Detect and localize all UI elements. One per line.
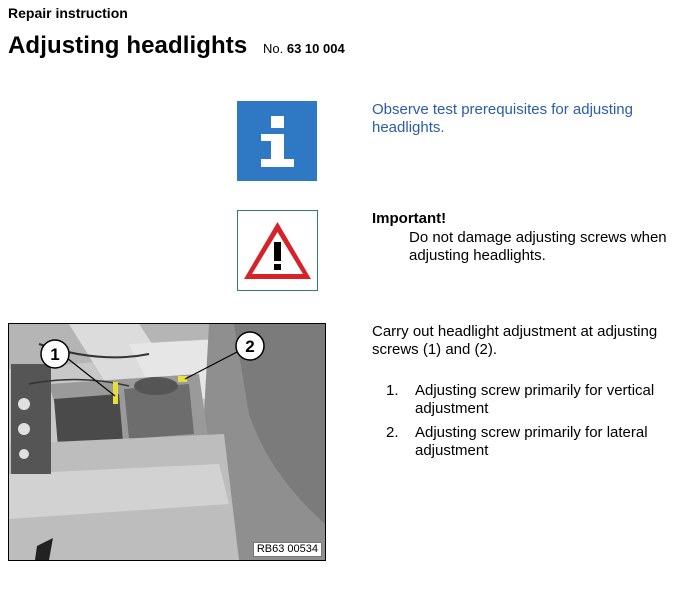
list-item: [372, 382, 692, 418]
callout-label-2: 2: [245, 337, 255, 356]
page-title: Adjusting headlights: [8, 32, 248, 59]
step-text: Adjusting screw primarily for lateral adjustment: [415, 424, 648, 459]
info-icon: [237, 101, 317, 181]
step-number: 1.: [386, 382, 399, 399]
list-item: [372, 424, 692, 460]
important-text: Do not damage adjusting screws when adjusting headlights.: [409, 229, 667, 264]
warning-triangle-icon: [237, 210, 318, 291]
step-text: Adjusting screw primarily for vertical adjustment: [415, 382, 655, 417]
document-number-value: 63 10 004: [286, 41, 345, 56]
callout-label-1: 1: [50, 345, 60, 364]
headlight-illustration: [8, 323, 326, 561]
info-link[interactable]: Observe test prerequisites for adjusting headlights.: [372, 101, 633, 136]
procedure-intro: Carry out headlight adjustment at adjusting screws (1) and (2).: [372, 323, 658, 358]
step-number: 2.: [386, 424, 399, 441]
document-type: Repair instruction: [8, 5, 128, 21]
figure-id-label: RB63 00534: [253, 542, 322, 557]
document-number: [263, 41, 345, 56]
document-number-prefix: No.: [263, 41, 284, 56]
important-heading: Important!: [372, 210, 447, 227]
procedure-steps: [372, 382, 692, 466]
